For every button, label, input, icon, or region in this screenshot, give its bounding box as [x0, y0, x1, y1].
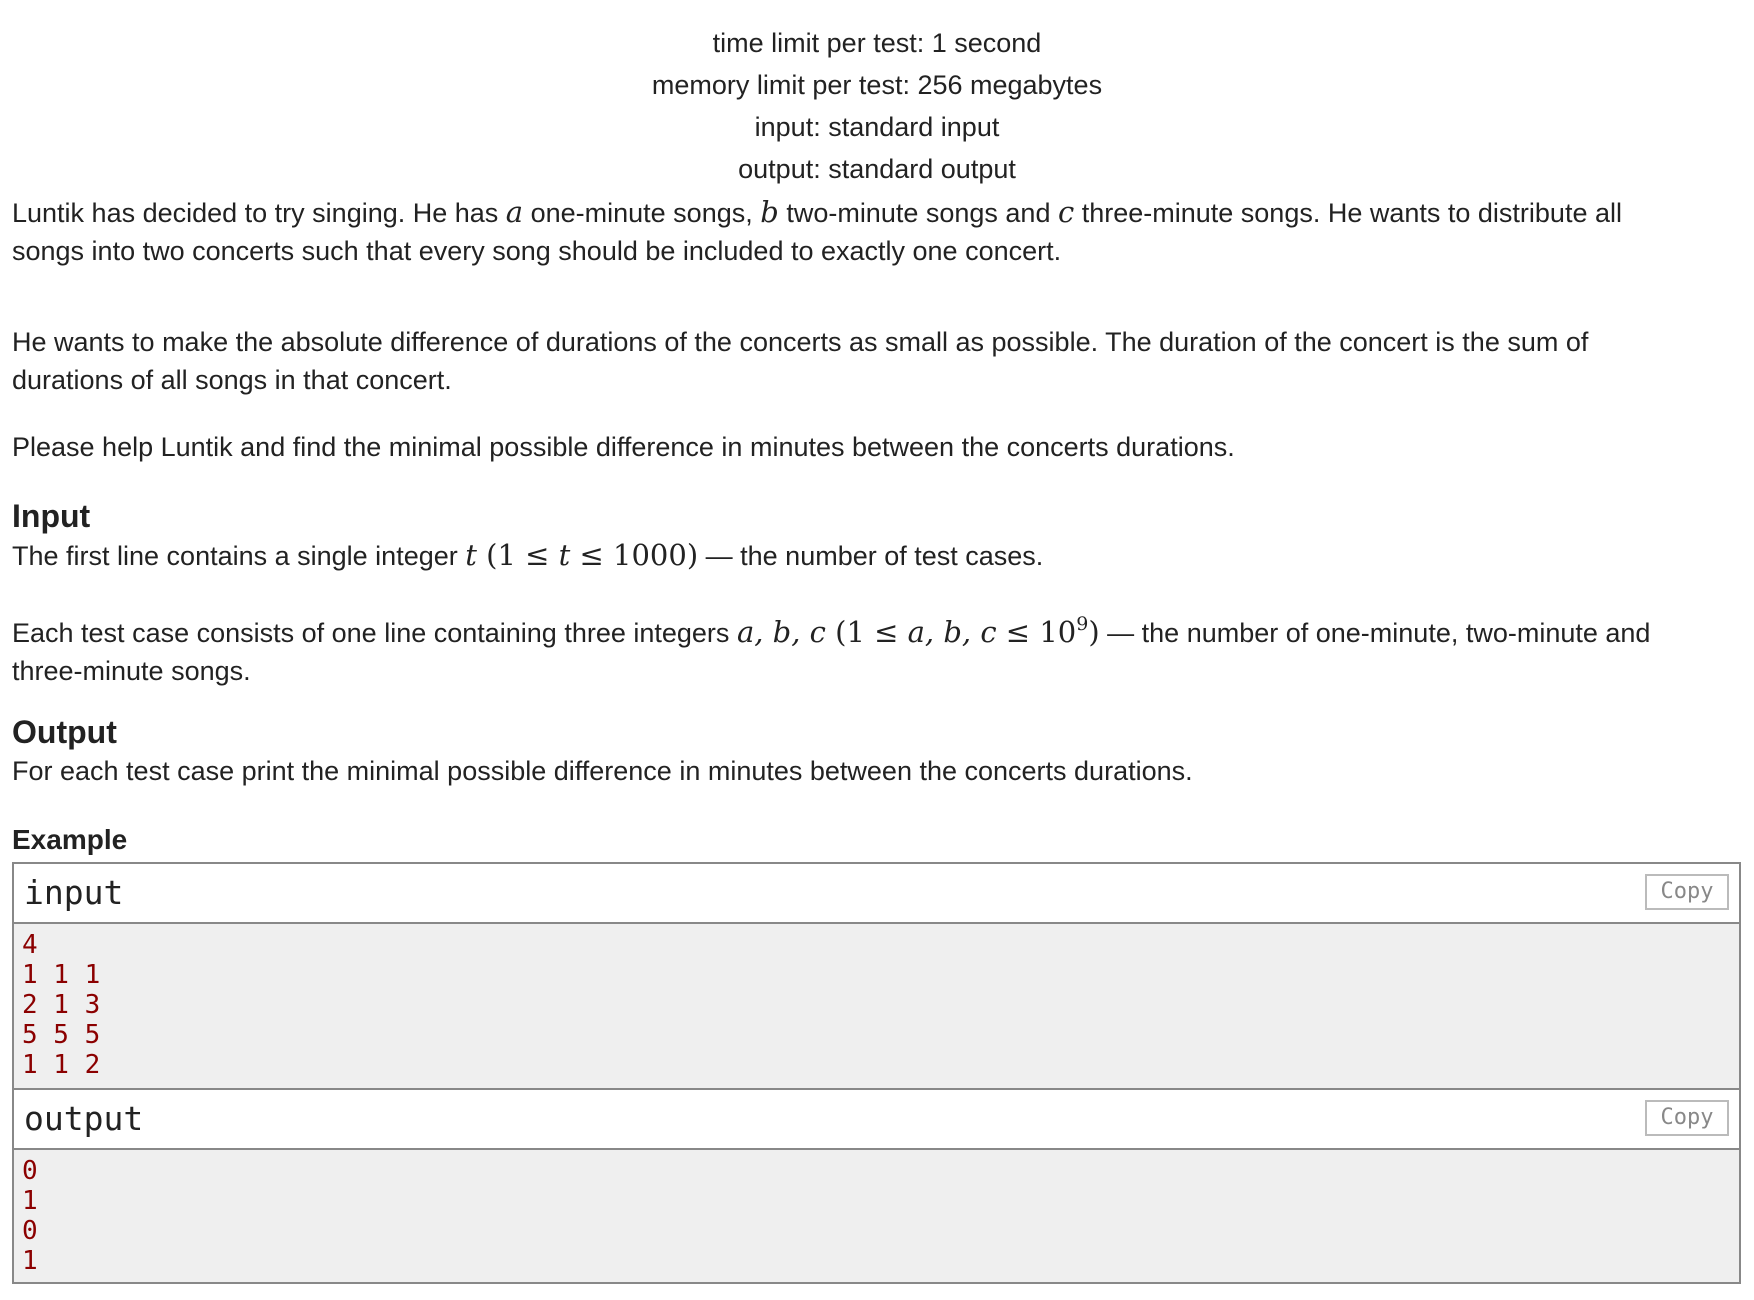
output-spec: output: standard output: [738, 154, 1016, 184]
legend-paragraph-2: [12, 323, 1742, 399]
sample-output-line: 0: [22, 1216, 38, 1246]
sample-output-line: 1: [22, 1246, 38, 1276]
legend-p3-line-1: Please help Luntik and find the minimal possible difference in minutes between the concerts durations.: [12, 432, 1235, 462]
output-paragraph: For each test case print the minimal possible difference in minutes between the concerts durations.: [12, 756, 1193, 786]
var-t: t: [465, 538, 477, 572]
var-a: a: [505, 195, 524, 229]
vars-abc: a, b, c: [736, 615, 826, 649]
time-limit: time limit per test: 1 second: [712, 28, 1042, 58]
legend-p1-line-2: songs into two concerts such that every song should be included to exactly one concert.: [12, 236, 1062, 266]
var-b: b: [760, 195, 779, 229]
output-section-title: Output: [12, 714, 117, 750]
input-section-title: Input: [12, 498, 91, 534]
sample-output-body: [14, 1150, 1739, 1282]
legend-p2-line-1: He wants to make the absolute difference of durations of the concerts as small as possible. The duration of the concert is the sum of: [12, 327, 1589, 357]
var-c: c: [1057, 195, 1075, 229]
legend-paragraph-3: [12, 428, 1742, 466]
sample-input-header: [14, 864, 1739, 924]
input-paragraph-1: The first line contains a single integer t (1 ≤ t ≤ 1000) — the number of test cases.: [12, 538, 1044, 572]
input-spec: input: standard input: [754, 112, 1000, 142]
sample-input-body: [14, 924, 1739, 1088]
legend-p1-line-1: Luntik has decided to try singing. He has a one-minute songs, b two-minute songs and c three-minute songs. He wants to distribute all: [12, 195, 1622, 229]
problem-limits: [0, 22, 1754, 190]
sample-output-line: 1: [22, 1186, 38, 1216]
input-paragraph-2: Each test case consists of one line containing three integers a, b, c (1 ≤ a, b, $c \le 10^9$) — the number of one-minute, two-minute and three-minute songs.: [12, 605, 1742, 690]
copy-output-button[interactable]: Copy: [1645, 1100, 1729, 1136]
memory-limit: memory limit per test: 256 megabytes: [651, 70, 1103, 100]
example-title: Example: [12, 824, 128, 855]
sample-output-header: [14, 1090, 1739, 1150]
input-p2-line-2: three-minute songs.: [12, 656, 251, 686]
sample-input-line: 1 1 1: [22, 960, 101, 990]
sample-output-label: output: [24, 1099, 144, 1138]
sample-tests: [12, 862, 1741, 1284]
legend-paragraph-1: [12, 193, 1742, 270]
legend-p2-line-2: durations of all songs in that concert.: [12, 365, 452, 395]
sample-input-line: 2 1 3: [22, 990, 101, 1020]
sample-output-line: 0: [22, 1156, 38, 1186]
exponent: 9: [1076, 613, 1089, 635]
copy-input-button[interactable]: Copy: [1645, 874, 1729, 910]
sample-input-label: input: [24, 873, 124, 912]
sample-input-line: 1 1 2: [22, 1050, 101, 1080]
sample-input-line: 5 5 5: [22, 1020, 101, 1050]
sample-input-line: 4: [22, 930, 38, 960]
